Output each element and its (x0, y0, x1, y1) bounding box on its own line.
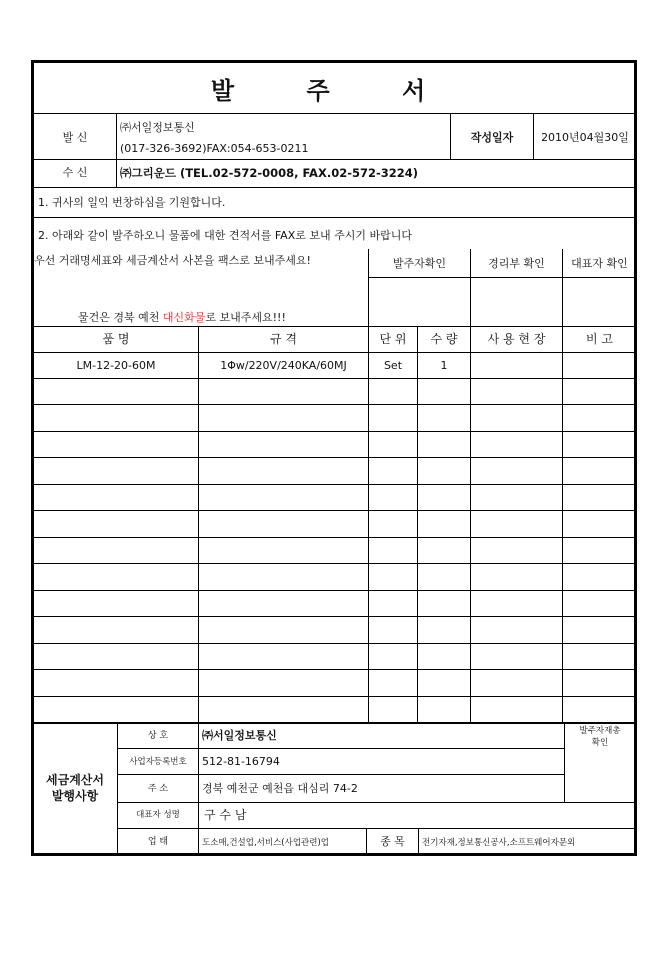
row1-unit: Set (383, 359, 403, 372)
approval-ceo: 대표자 확인 (571, 257, 628, 270)
delivery-suffix: 로 보내주세요!!! (205, 311, 286, 324)
order-material-confirm: 발주자재총 확인 (579, 726, 621, 748)
tax-label-business-type: 업 태 (147, 837, 169, 847)
row1-item-name: LM-12-20-60M (76, 359, 156, 372)
delivery-prefix: 물건은 경북 예천 (78, 311, 163, 324)
sender-name: ㈜서일정보통신 (120, 121, 195, 134)
header-remarks: 비 고 (586, 332, 613, 346)
date-value: 2010년04월30일 (541, 131, 629, 144)
tax-value-company: ㈜서일정보통신 (202, 729, 277, 742)
approval-orderer: 발주자확인 (392, 257, 447, 270)
tax-label-ceo: 대표자 성명 (136, 810, 180, 820)
sender-label: 발 신 (62, 131, 88, 144)
header-quantity: 수 량 (430, 332, 458, 346)
recipient-value: ㈜그리운드 (TEL.02-572-0008, FAX.02-572-3224) (120, 166, 419, 180)
tax-section-label: 세금계산서 발행사항 (46, 773, 104, 803)
header-site: 사 용 현 장 (487, 332, 546, 346)
tax-value-address: 경북 예천군 예천읍 대심리 74-2 (202, 782, 358, 795)
note-line-3: 우선 거래명세표와 세금계산서 사본을 팩스로 보내주세요! (34, 254, 311, 267)
note-line-1: 1. 귀사의 일익 번창하심을 기원합니다. (38, 196, 226, 209)
tax-label-address: 주 소 (147, 784, 169, 794)
sender-contact: (017-326-3692)FAX:054-653-0211 (120, 142, 309, 155)
note-line-2: 2. 아래와 같이 발주하오니 물품에 대한 견적서를 FAX로 보내 주시기 바랍니다 (38, 229, 412, 242)
tax-label-company: 상 호 (147, 731, 169, 741)
row1-quantity: 1 (440, 359, 448, 372)
tax-value-item-type: 전기자재,정보통신공사,소프트웨어자문외 (422, 838, 576, 848)
delivery-note (78, 311, 286, 325)
header-spec: 규 격 (270, 332, 297, 346)
tax-value-business-type: 도소매,건설업,서비스(사업관련)업 (202, 838, 329, 848)
recipient-label: 수 신 (62, 166, 88, 179)
date-label: 작성일자 (470, 131, 514, 144)
tax-value-reg-no: 512-81-16794 (202, 755, 280, 768)
tax-label-item-type: 종 목 (380, 835, 405, 848)
approval-accounting: 경리부 확인 (488, 257, 545, 270)
header-item-name: 품 명 (102, 332, 130, 346)
row1-spec: 1Φw/220V/240KA/60MJ (220, 359, 347, 372)
header-unit: 단 위 (379, 332, 407, 346)
page-title: 발 주 서 (210, 77, 458, 105)
tax-label-reg-no: 사업자등록번호 (129, 757, 187, 767)
tax-value-ceo: 구 수 남 (204, 808, 247, 822)
delivery-highlight: 대신화물 (162, 311, 206, 324)
